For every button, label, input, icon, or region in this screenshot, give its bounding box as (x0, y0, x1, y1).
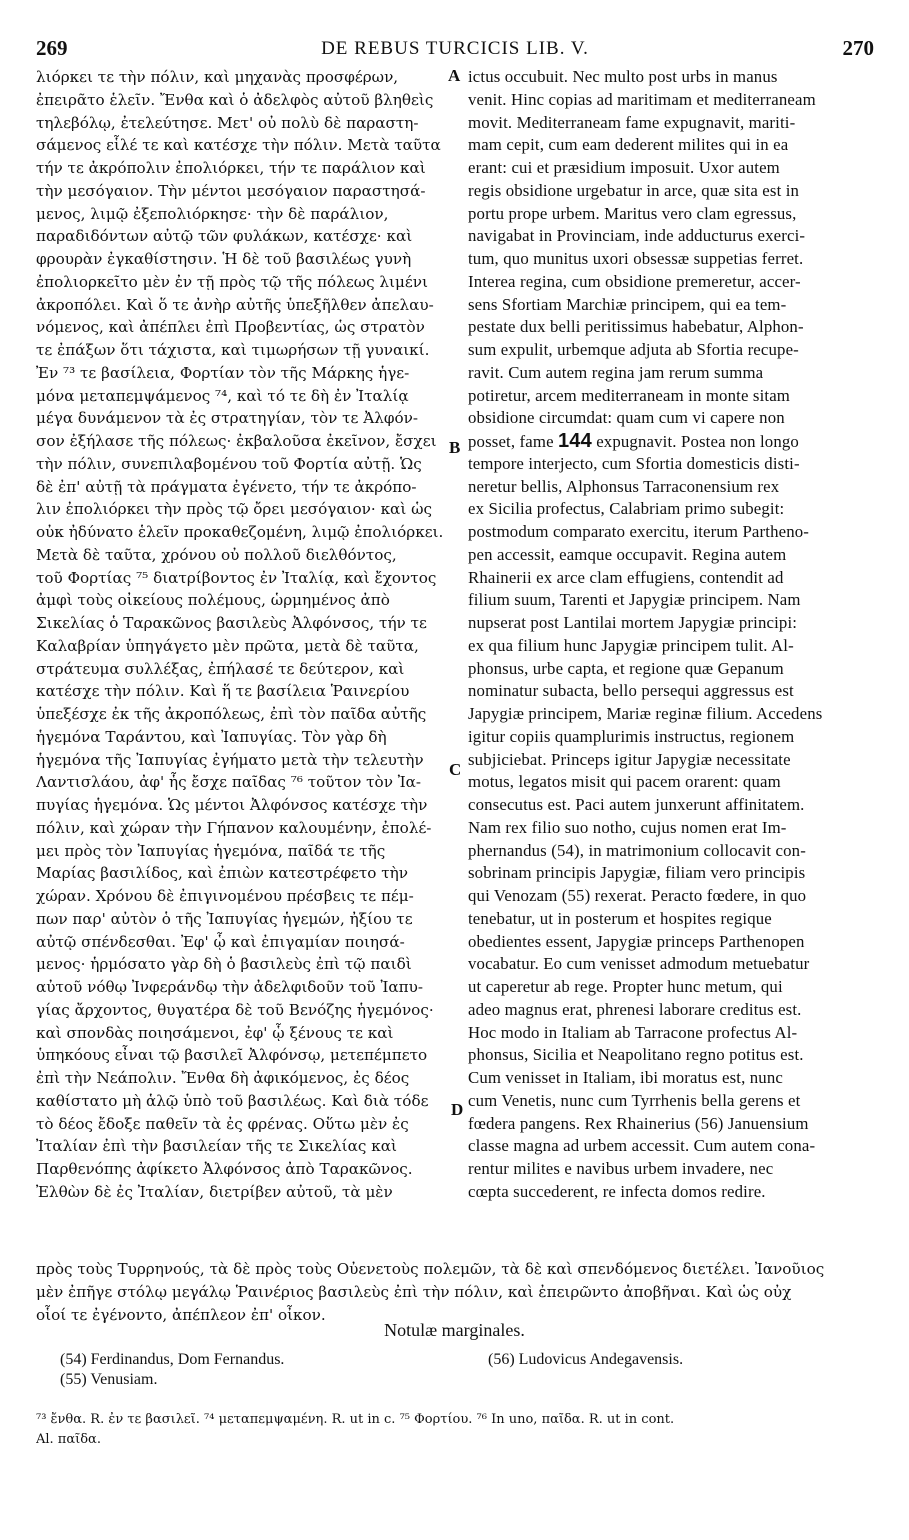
latin-line: movit. Mediterraneam fame expugnavit, mariti- (468, 112, 796, 132)
latin-line: subjiciebat. Princeps igitur Japygiæ necessitate (468, 749, 791, 769)
marginal-note: (56) Ludovicus Andegavensis. (488, 1351, 684, 1368)
greek-line: νόμενος, καὶ ἀπέπλει ἐπὶ Προβεντίας, ὡς στρατὸν (36, 318, 425, 337)
latin-line: nupserat post Lantilai mortem Japygiæ principi: (468, 613, 798, 632)
latin-line: neretur bellis, Alphonsus Tarraconensium rex (468, 476, 780, 496)
greek-line: Σικελίας ὁ Ταρακῶνος βασιλεὺς Ἀλφόνσος, τήν τε (36, 614, 427, 632)
greek-line: τηλεβόλῳ, ἐτελεύτησε. Μετ' οὐ πολὺ δὲ παραστη- (36, 113, 419, 132)
greek-line: στράτευμα συλλέξας, ἐπήλασέ τε δεύτερον, καὶ (36, 659, 405, 678)
latin-line: sobrinam principis Japygiæ, filiam vero principis (468, 863, 806, 883)
greek-line: τὴν μεσόγαιον. Τὴν μέντοι μεσόγαιον παραστησά- (36, 181, 426, 200)
greek-line: μέγα δυνάμενον τὰ ἐς στρατηγίαν, τὸν τε Ἀλφόν- (36, 409, 418, 428)
greek-line: τὴν πόλιν, συνεπιλαβομένου τοῦ Φορτία αὐτῇ. Ὡς (36, 454, 422, 473)
latin-line: Hoc modo in Italiam ab Tarracone profectus Al- (468, 1022, 798, 1042)
latin-line: navigabat in Provinciam, inde adducturus exerci- (468, 226, 806, 246)
latin-line: posset, fame 144 expugnavit. Postea non longo (468, 430, 799, 452)
margin-mark-a: A (448, 66, 461, 85)
latin-line: postmodum comparato exercitu, iterum Partheno- (468, 522, 810, 541)
latin-line: cum Venetis, nunc cum Tyrrhenis bella gerens et (468, 1090, 801, 1110)
margin-mark-b: B (449, 438, 461, 457)
latin-line: filium suum, Tarenti et Japygiæ principem. Nam (468, 590, 801, 610)
greek-line: μει πρὸς τὸν Ἰαπυγίας ἡγεμόνα, παῖδά τε τῆς (36, 841, 386, 860)
latin-line: qui Venozam (55) rexerat. Peracto fœdere, in quo (468, 886, 807, 905)
greek-line: ἀκροπόλει. Καὶ ὅ τε ἀνὴρ αὐτῆς ὑπεξῆλθεν ἀπελαυ- (36, 295, 434, 314)
page-number-left: 269 (36, 36, 68, 60)
latin-line: Nam rex filio suo notho, cujus nomen erat Im- (468, 817, 787, 837)
greek-line: λιν ἐπολιόρκει τὴν πρὸς τῷ ὄρει μεσόγαιον· καὶ ὡς (36, 500, 432, 519)
latin-line: obsidione circumdat: quam cum vi capere non (468, 408, 785, 428)
latin-line: portu prope urbem. Maritus vero clam egressus, (468, 203, 797, 223)
greek-line: λιόρκει τε τὴν πόλιν, καὶ μηχανὰς προσφέρων, (36, 68, 399, 86)
running-header (36, 36, 874, 64)
greek-line: ὑπεξέσχε ἐκ τῆς ἀκροπόλεως, ἐπὶ τὸν παῖδα αὐτῆς (36, 705, 427, 723)
greek-line: σάμενος εἷλέ τε καὶ κατέσχε τὴν πόλιν. Μετὰ ταῦτα (36, 136, 441, 155)
latin-line: Japygiæ principem, Mariæ reginæ filium. Accedens (468, 704, 823, 723)
greek-line: τὸ δέος ἔδοξε παθεῖν τὰ ἐς φρένας. Οὕτω μὲν ἐς (36, 1114, 409, 1133)
latin-line: sum expulit, urbemque adjuta ab Sfortia recupe- (468, 340, 799, 359)
greek-line: κατέσχε τὴν πόλιν. Καὶ ἥ τε βασίλεια Ῥαινερίου (36, 682, 410, 701)
notulae-heading: Notulæ marginales. (384, 1320, 525, 1340)
footnote-line: Al. παῖδα. (36, 1432, 101, 1447)
marginal-note: (54) Ferdinandus, Dom Fernandus. (60, 1351, 285, 1368)
latin-line: nominatur subacta, bello persequi aggressus est (468, 681, 794, 701)
latin-line: pestate dux belli peritissimus habebatur, Alphon- (468, 317, 804, 337)
greek-line: Μετὰ δὲ ταῦτα, χρόνου οὐ πολλοῦ διελθόντος, (36, 545, 397, 564)
latin-line: obedientes essent, Japygiæ princeps Parthenopen (468, 931, 805, 951)
greek-line: Ἐν ⁷³ τε βασίλεια, Φορτίαν τὸν τῆς Μάρκης ἡγε- (36, 363, 410, 382)
greek-line: ἐπειρᾶτο ἑλεῖν. Ἔνθα καὶ ὁ ἀδελφὸς αὐτοῦ βληθεὶς (36, 90, 434, 109)
greek-line: τοῦ Φορτίας ⁷⁵ διατρίβοντος ἐν Ἰταλίᾳ, καὶ ἔχοντος (36, 568, 437, 587)
latin-line: tempore interjecto, cum Sfortia domesticis disti- (468, 453, 800, 473)
latin-line: ictus occubuit. Nec multo post urbs in manus (468, 67, 778, 86)
greek-line: πων παρ' αὐτὸν ὁ τῆς Ἰαπυγίας ἡγεμών, ἠξίου τε (36, 909, 413, 928)
latin-line: Interea regina, cum obsidione premeretur, accer- (468, 271, 801, 291)
latin-line: ut caperetur ab rege. Propter hunc metum, qui (468, 977, 783, 996)
greek-text-column (36, 66, 450, 1204)
latin-text-column (468, 66, 872, 1204)
greek-text-continuation (36, 1258, 874, 1326)
latin-line: sens Sfortiam Marchiæ principem, qui ea tem- (468, 294, 787, 314)
greek-line: πυγίας ἡγεμόνα. Ὡς μέντοι Ἀλφόνσος κατέσχε τὴν (36, 796, 428, 814)
greek-line: Λαντισλάου, ἀφ' ἧς ἔσχε παῖδας ⁷⁶ τοῦτον τὸν Ἰα- (36, 773, 422, 792)
greek-line: χώραν. Χρόνου δὲ ἐπιγινομένου πρέσβεις τε πέμ- (36, 887, 414, 905)
latin-line: classe magna ad urbem accessit. Cum autem cona- (468, 1136, 816, 1156)
marginal-notes-right (488, 1350, 683, 1370)
greek-tail-line: οἷοί τε ἐγένοντο, ἀπέπλεον ἐπ' οἶκον. (36, 1305, 326, 1324)
greek-line: σον ἐξήλασε τῆς πόλεως· ἐκβαλοῦσα ἐκεῖνον, ἔσχει (36, 432, 437, 450)
latin-line: igitur copiis quamplurimis instructus, regionem (468, 726, 795, 746)
greek-line: ὑπηκόους εἶναι τῷ βασιλεῖ Ἀλφόνσῳ, μετεπέμπετο (36, 1046, 428, 1065)
footnotes (36, 1410, 874, 1450)
latin-line: regis obsidione urgebatur in arce, quæ sita est in (468, 180, 800, 200)
greek-line: οὐκ ἠδύνατο ἑλεῖν προκαθεζομένη, λιμῷ ἐπολιόρκει. (36, 523, 444, 541)
latin-line: adeo magnus erat, phrenesi laborare creditus est. (468, 999, 802, 1019)
latin-line: venit. Hinc copias ad maritimam et mediterraneam (468, 89, 816, 109)
marginal-note: (55) Venusiam. (60, 1371, 158, 1388)
latin-line: ravit. Cum autem regina jam rerum summa (468, 362, 764, 382)
latin-line: cœpta succederent, re infecta domos redire. (468, 1181, 766, 1201)
greek-line: μενος, λιμῷ ἐξεπολιόρκησε· τὴν δὲ παράλιον, (36, 204, 389, 223)
greek-line: ἐπὶ τὴν Νεάπολιν. Ἔνθα δὴ ἀφικόμενος, ἐς δέος (36, 1069, 410, 1087)
page-number-right: 270 (842, 36, 874, 60)
greek-line: ἐπολιορκεῖτο μὲν ἐν τῇ πρὸς τῷ τῆς πόλεως λιμένι (36, 272, 428, 291)
page-number-mark: 144 (558, 430, 592, 452)
running-title: DE REBUS TURCICIS LIB. V. (321, 38, 589, 59)
latin-line: potiretur, arcem mediterraneam in monte sitam (468, 385, 791, 405)
latin-line: fœdera pangens. Rex Rhainerius (56) Januensium (468, 1113, 809, 1133)
greek-line: ἡγεμόνα τῆς Ἰαπυγίας ἐγήματο μετὰ τὴν τελευτὴν (36, 750, 424, 769)
greek-line: Καλαβρίαν ὑπηγάγετο μὲν πρῶτα, μετὰ δὲ ταῦτα, (36, 636, 419, 655)
latin-line: mam cepit, cum eam dederent milites qui in ea (468, 135, 789, 155)
greek-line: αὐτοῦ νόθῳ Ἰνφεράνδῳ τὴν ἀδελφιδοῦν τοῦ Ἰαπυ- (36, 978, 423, 996)
latin-line: tenebatur, ut in posterum et hospites regique (468, 908, 772, 928)
greek-line: καὶ σπονδὰς ποιησάμενοι, ἐφ' ᾧ ξένους τε καὶ (36, 1023, 394, 1042)
latin-line: vocabatur. Eo cum venisset admodum metuebatur (468, 954, 810, 974)
footnote-line: ⁷³ ἔνθα. R. ἐν τε βασιλεῖ. ⁷⁴ μεταπεμψαμένη. R. ut in c. ⁷⁵ Φορτίου. ⁷⁶ In uno, παῖδα. R. ut in cont. (36, 1412, 675, 1427)
greek-line: Ἐλθὼν δὲ ἐς Ἰταλίαν, διετρίβεν αὐτοῦ, τὰ μὲν (36, 1182, 393, 1201)
greek-line: γίας ἄρχοντος, θυγατέρα δὲ τοῦ Βενόζης ἡγεμόνος· (36, 1000, 434, 1019)
latin-line: erant: cui et præsidium imposuit. Uxor autem (468, 158, 780, 177)
latin-line: Rhainerii ex arce clam effugiens, contendit ad (468, 567, 784, 587)
greek-line: ἡγεμόνα Ταράντου, καὶ Ἰαπυγίας. Τὸν γὰρ δὴ (36, 727, 387, 746)
latin-line: consecutus est. Paci autem junxerunt affinitatem. (468, 795, 805, 814)
greek-line: αὐτῷ σπένδεσθαι. Ἐφ' ᾧ καὶ ἐπιγαμίαν ποιησά- (36, 932, 405, 951)
greek-line: Παρθενόπης ἀφίκετο Ἀλφόνσος ἀπὸ Ταρακῶνος. (36, 1160, 413, 1178)
greek-line: δὲ ἐπ' αὐτῇ τὰ πράγματα ἐγένετο, τήν τε ἀκρόπο- (36, 477, 417, 496)
latin-line: ex qua filium hunc Japygiæ principem tulit. Al- (468, 635, 794, 655)
latin-line: phernandus (54), in matrimonium collocavit con- (468, 840, 806, 860)
latin-line: rentur milites e navibus urbem invadere, nec (468, 1159, 774, 1178)
greek-tail-line: πρὸς τοὺς Τυρρηνούς, τὰ δὲ πρὸς τοὺς Οὐενετοὺς πολεμῶν, τὰ δὲ καὶ σπενδόμενος διετέλει. Ἰανοῦιος (36, 1260, 825, 1278)
greek-line: Μαρίας βασιλίδος, καὶ ἐπιὼν κατεστρέφετο τὴν (36, 864, 408, 883)
greek-tail-line: μὲν ἐπῆγε στόλῳ μεγάλῳ Ῥαινέριος βασιλεὺς ἐπὶ τὴν πόλιν, καὶ ἐπειρῶντο ἀποβῆναι. Καὶ ὡς οὐχ (36, 1282, 792, 1301)
latin-line: pen accessit, eamque occupavit. Regina autem (468, 544, 787, 564)
marginal-notes-left (60, 1350, 284, 1390)
greek-line: τήν τε ἀκρόπολιν ἐπολιόρκει, τήν τε παράλιον καὶ (36, 159, 426, 177)
margin-mark-c: C (449, 760, 462, 779)
greek-line: παραδιδόντων αὐτῷ τῶν φυλάκων, κατέσχε· καὶ (36, 227, 413, 246)
latin-line: tum, quo munitus uxori obsessæ suppetias ferret. (468, 249, 804, 268)
latin-line: ex Sicilia profectus, Calabriam primo subegit: (468, 499, 785, 519)
greek-line: καθίστατο μὴ ἁλῷ ὑπὸ τοῦ βασιλέως. Καὶ διὰ τόδε (36, 1091, 429, 1110)
greek-line: πόλιν, καὶ χώραν τὴν Γήπανον καλουμένην, ἐπολέ- (36, 818, 432, 837)
latin-line: Cum venisset in Italiam, ibi moratus est, nunc (468, 1068, 783, 1087)
latin-line: phonsus, Sicilia et Neapolitano regno potitus est. (468, 1045, 804, 1065)
greek-line: μενος· ἡρμόσατο γὰρ δὴ ὁ βασιλεὺς ἐπὶ τῷ παιδὶ (36, 955, 412, 974)
greek-line: Ἰταλίαν ἐπὶ τὴν βασιλείαν τῆς τε Σικελίας καὶ (36, 1137, 397, 1156)
latin-line: phonsus, urbe capta, et regione quæ Gepanum (468, 658, 784, 678)
greek-line: τε ἐπάξων ὅτι τάχιστα, καὶ τιμωρήσων τῇ γυναικί. (36, 341, 430, 359)
greek-line: μόνα μεταπεμψάμενος ⁷⁴, καὶ τό τε δὴ ἐν Ἰταλίᾳ (36, 386, 409, 405)
greek-line: ἀμφὶ τοὺς οἰκείους πολέμους, ὡρμημένος ἀπὸ (36, 591, 390, 610)
greek-line: φρουρὰν ἐγκαθίστησιν. Ἡ δὲ τοῦ βασιλέως γυνὴ (36, 250, 412, 268)
latin-line: motus, legatos misit qui pacem orarent: quam (468, 772, 781, 792)
margin-mark-d: D (451, 1100, 464, 1119)
